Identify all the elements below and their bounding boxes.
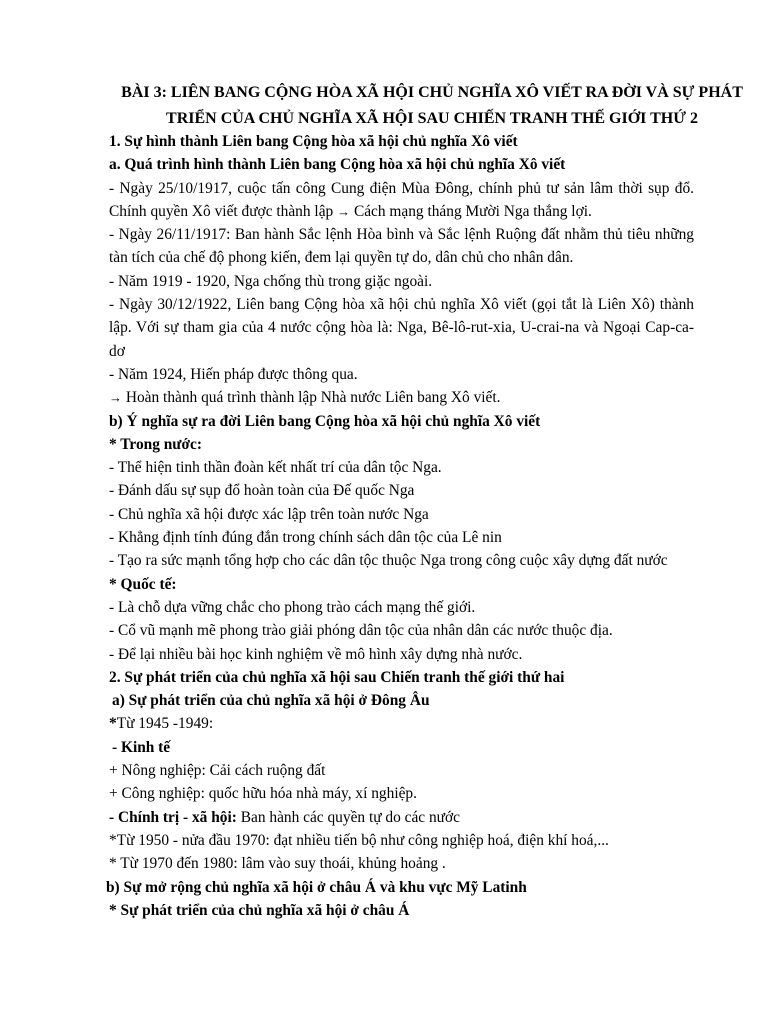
paragraph-1924: - Năm 1924, Hiến pháp được thông qua. (109, 365, 358, 383)
section-1-heading: 1. Sự hình thành Liên bang Cộng hòa xã hội chủ nghĩa Xô viết (109, 133, 518, 150)
title-line-1: BÀI 3: LIÊN BANG CỘNG HÒA XÃ HỘI CHỦ NGHĨA XÔ VIẾT RA ĐỜI VÀ SỰ PHÁT (121, 84, 743, 101)
domestic-item: - Chủ nghĩa xã hội được xác lập trên toàn nước Nga (109, 505, 429, 523)
domestic-item: - Tạo ra sức mạnh tổng hợp cho các dân tộc thuộc Nga trong công cuộc xây dựng đất nước (109, 552, 668, 570)
document-title (100, 80, 764, 132)
paragraph-1922: - Ngày 30/12/1922, Liên bang Cộng hòa xã hội chủ nghĩa Xô viết (gọi tắt là Liên Xô) thành lập. Với sự tham gia của 4 nước cộng hòa là: Nga, Bê-lô-rut-xia, U-crai-na và Ngoại Cap-ca-dơ (109, 296, 694, 360)
domestic-item: - Đánh dấu sự sụp đổ hoàn toàn của Đế quốc Nga (109, 482, 415, 500)
arrow-icon: → (337, 203, 351, 219)
domestic-item: - Khẳng định tính đúng đắn trong chính sách dân tộc của Lê nin (109, 529, 502, 547)
section-2b-heading: b) Sự mở rộng chủ nghĩa xã hội ở châu Á và khu vực Mỹ Latinh (106, 878, 527, 896)
politics-paragraph: - Chính trị - xã hội: Ban hành các quyền tự do các nước (109, 808, 460, 826)
section-2a-heading: a) Sự phát triển của chủ nghĩa xã hội ở Đông Âu (112, 692, 430, 710)
section-1b-heading: b) Ý nghĩa sự ra đời Liên bang Cộng hòa xã hội chủ nghĩa Xô viết (109, 412, 541, 430)
asia-subheading: * Sự phát triển của chủ nghĩa xã hội ở châu Á (109, 901, 410, 919)
period-1945-1949: *Từ 1945 -1949: (109, 715, 214, 733)
period-1950-1970: *Từ 1950 - nửa đầu 1970: đạt nhiều tiến bộ như công nghiệp hoá, điện khí hoá,... (109, 831, 609, 849)
section-2-heading: 2. Sự phát triển của chủ nghĩa xã hội sau Chiến tranh thế giới thứ hai (109, 668, 565, 686)
international-item: - Cổ vũ mạnh mẽ phong trào giải phóng dân tộc của nhân dân các nước thuộc địa. (109, 622, 613, 640)
economy-heading: - Kinh tế (112, 738, 171, 756)
paragraph-1917-november: - Ngày 26/11/1917: Ban hành Sắc lệnh Hòa bình và Sắc lệnh Ruộng đất nhằm thủ tiêu những tàn tích của chế độ phong kiến, đem lại quyền tự do, dân chủ cho nhân dân. (109, 226, 694, 267)
section-1a-heading: a. Quá trình hình thành Liên bang Cộng hòa xã hội chủ nghĩa Xô viết (109, 156, 566, 174)
international-heading: * Quốc tế: (109, 575, 177, 593)
paragraph-conclusion: → Hoàn thành quá trình thành lập Nhà nước Liên bang Xô viết. (109, 389, 501, 407)
paragraph-1919: - Năm 1919 - 1920, Nga chống thù trong giặc ngoài. (109, 272, 433, 290)
document-body (106, 130, 694, 922)
arrow-icon: → (109, 390, 122, 406)
economy-item: + Nông nghiệp: Cải cách ruộng đất (109, 762, 326, 780)
period-1970-1980: * Từ 1970 đến 1980: lâm vào suy thoái, khủng hoảng . (109, 855, 446, 873)
domestic-item: - Thể hiện tinh thần đoàn kết nhất trí của dân tộc Nga. (109, 459, 442, 477)
international-item: - Để lại nhiều bài học kinh nghiệm về mô hình xây dựng nhà nước. (109, 645, 523, 663)
economy-item: + Công nghiệp: quốc hữu hóa nhà máy, xí nghiệp. (109, 785, 417, 803)
domestic-heading: * Trong nước: (109, 435, 203, 453)
title-line-2: TRIỂN CỦA CHỦ NGHĨA XÃ HỘI SAU CHIẾN TRANH THẾ GIỚI THỨ 2 (166, 110, 698, 127)
paragraph-1917-october: - Ngày 25/10/1917, cuộc tấn công Cung điện Mùa Đông, chính phủ tư sản lâm thời sụp đổ. Chính quyền Xô viết được thành lập → Cách mạng tháng Mười Nga thắng lợi. (109, 179, 694, 220)
international-item: - Là chỗ dựa vững chắc cho phong trào cách mạng thế giới. (109, 598, 476, 616)
